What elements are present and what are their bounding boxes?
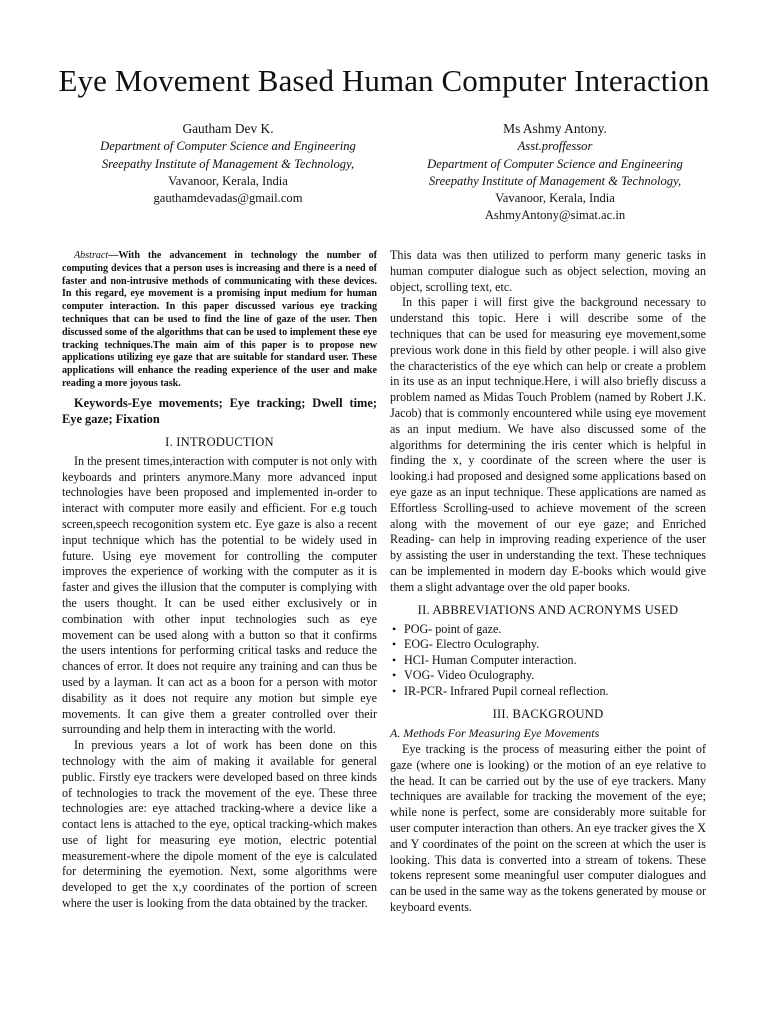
bullet-icon: •: [392, 621, 397, 636]
list-item: [392, 683, 706, 700]
intro-paragraph-1: In the present times,interaction with computer is not only with keyboards and printers anymore.Many more advanced input technologies have been proposed and implemented in-order to interact with computer more easily and efficient. For e.g touch screen,speech recogonition system etc. Eye gaze is also a recent input technique which has the potential to be widely used in future. Using eye movement for controlling the computer improves the experience of working with the computer as it is faster and gives the illusion that the computer is complying with the users thought. It can be used either exclusively or in combination with other input technologies such as eye movement can be used along with a button so that it confirms the users intentions for performing critical tasks and reduce the chances of error. It does not require any training and can thus be used by a layman. It can act as a boon for a person with motor disability as it does not require any motion but simple eye movements. It can give them a greater controlled over their surrounding and help them in interacting with the world.: [62, 453, 377, 737]
author-institute: Sreepathy Institute of Management & Technology,: [428, 173, 682, 188]
bullet-icon: •: [392, 683, 397, 698]
intro-paragraph-continued: This data was then utilized to perform many generic tasks in human computer dialogue such as object selection, moving an object, scrolling text, etc.: [390, 248, 706, 294]
intro-paragraph-3: In this paper i will first give the background necessary to understand this topic. Here i will describe some of the techniques that can be used for measuring eye movement,some previous work done in this field by other people. i will also give the characteristics of the eye which can help or create a problem in its use as an input technique.Here, i will also briefly discuss a problem named as Midas Touch Problem (named by Robert J.K. Jacob) that is commonly encountered while using eye movement as an input medium. We have also discussed some of the algorithms for determining the iris center which is helpful in finding the x, y coordinate of the screen where the user is looking.i had proposed and designed some applications based on eye gaze as an input technique. These applications are named as Effortless Scrolling-used to achieve movement of the screen along with the movement of our eye gaze; and Enriched Reading- can help in improving reading experience of the user by assisting the user in understanding the text. These techniques can be implemented in modern day E-books which would give them a slight advantage over the old paper books.: [390, 295, 706, 594]
keywords: Keywords-Eye movements; Eye tracking; Dwell time; Eye gaze; Fixation: [62, 395, 377, 427]
author-name: Gautham Dev K.: [182, 121, 274, 136]
list-item-text: IR-PCR- Infrared Pupil corneal reflection.: [404, 683, 609, 698]
author-location: Vavanoor, Kerala, India: [495, 191, 615, 206]
bullet-icon: •: [392, 637, 397, 652]
bullet-icon: •: [392, 668, 397, 683]
author-email: AshmyAntony@simat.ac.in: [484, 208, 626, 223]
abstract-lead: Abstract: [74, 250, 109, 261]
paper-title: Eye Movement Based Human Computer Interaction: [58, 63, 710, 98]
intro-paragraph-2: In previous years a lot of work has been done on this technology with the aim of making it available for general public. Firstly eye trackers were developed based on three kinds of technologies to track the movement of the eye. These three technologies are: eye attached tracking-where a device like a contact lens is attached to the eye, optical tracking-which makes use of light for measuring eye motion, electric potential measurement-where the dipole moment of the eye is calculated for determining the eyemotion. Next, some algorithms were developed to get the x,y coordinates of the portion of screen where the user is looking from the data obtained by the tracker.: [62, 738, 377, 911]
abstract-body: —With the advancement in technology the number of computing devices that a person uses is increasing and there is a need of faster and non-intrusive methods of communicating with these devices. In this regard, eye movement is a promising input medium for human computer interaction. In this paper discussed various eye tracking techniques that can be used to find the line of gaze of the user. Then discussed some of the algorithms that can be used to implement these eye tracking techniques.The main aim of this paper is to propose new applications utilizing eye gaze that are suitable for standard user. These applications will enhance the reading experience of the user and make reading a more joyous task.: [62, 250, 377, 389]
section-heading-introduction: I. INTRODUCTION: [165, 434, 274, 449]
subsection-heading-methods: A. Methods For Measuring Eye Movements: [390, 725, 600, 740]
section-heading-abbreviations: II. ABBREVIATIONS AND ACRONYMS USED: [417, 602, 679, 617]
bullet-icon: •: [392, 652, 397, 667]
list-item-text: EOG- Electro Oculography.: [404, 637, 540, 652]
background-paragraph-1: Eye tracking is the process of measuring either the point of gaze (where one is looking) or the motion of an eye relative to the head. It can be carried out by the use of eye trackers. Many techniques are available for tracking the movement of the eye; while none is perfect, some are considerably more suitable for user computer interaction than others. An eye tracker gives the X and Y coordinates of the point on the screen at which the user is looking. This data is converted into a stream of tokens. These tokens represent some meaningful user computer dialogues and can be used in the same way as the tokens generated by mouse or keyboard events.: [390, 742, 707, 914]
list-item-text: HCI- Human Computer interaction.: [404, 652, 577, 667]
list-item: [392, 637, 706, 653]
section-heading-background: III. BACKGROUND: [492, 706, 604, 721]
list-item: [392, 652, 706, 669]
author-department: Department of Computer Science and Engineering: [100, 139, 356, 154]
list-item-text: POG- point of gaze.: [404, 621, 502, 636]
author-position: Asst.proffessor: [517, 139, 593, 154]
right-column: [390, 248, 706, 916]
author-email: gauthamdevadas@gmail.com: [153, 191, 303, 206]
author-name: Ms Ashmy Antony.: [503, 121, 607, 136]
author-location: Vavanoor, Kerala, India: [168, 173, 288, 188]
list-item: [392, 668, 706, 684]
abstract: [62, 250, 377, 391]
author-block-1: [60, 120, 396, 207]
list-item-text: VOG- Video Oculography.: [404, 668, 535, 683]
left-column: [62, 250, 377, 912]
list-item: [392, 621, 706, 638]
author-institute: Sreepathy Institute of Management & Technology,: [101, 156, 355, 171]
author-block-2: [384, 120, 726, 225]
author-department: Department of Computer Science and Engineering: [427, 156, 683, 171]
abbreviation-list: [390, 622, 706, 700]
